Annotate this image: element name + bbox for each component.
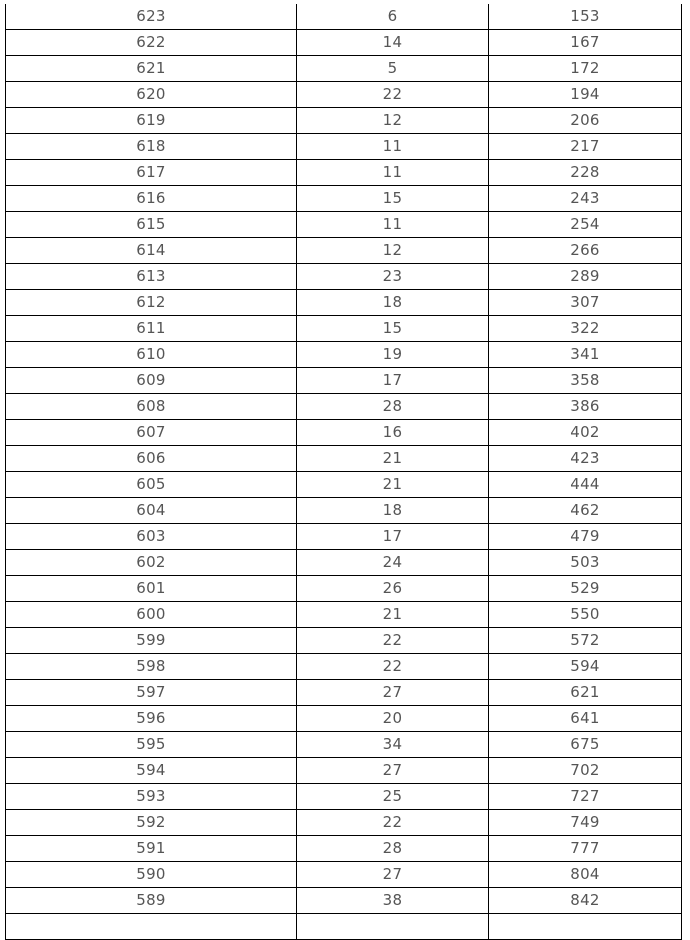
table-cell <box>6 914 297 940</box>
table-cell: 599 <box>6 628 297 654</box>
table-cell: 589 <box>6 888 297 914</box>
table-body <box>6 4 682 940</box>
table-row <box>6 810 682 836</box>
table-cell: 604 <box>6 498 297 524</box>
table-cell: 34 <box>297 732 489 758</box>
table-row <box>6 628 682 654</box>
table-cell: 595 <box>6 732 297 758</box>
table-cell: 23 <box>297 264 489 290</box>
table-cell: 749 <box>489 810 682 836</box>
table-cell: 804 <box>489 862 682 888</box>
table-cell: 22 <box>297 810 489 836</box>
table-cell: 610 <box>6 342 297 368</box>
table-cell: 462 <box>489 498 682 524</box>
table-cell: 842 <box>489 888 682 914</box>
table-cell: 423 <box>489 446 682 472</box>
table-cell: 22 <box>297 654 489 680</box>
table-cell: 153 <box>489 4 682 30</box>
table-cell: 22 <box>297 82 489 108</box>
table-row <box>6 784 682 810</box>
table-cell: 18 <box>297 290 489 316</box>
table-cell <box>489 914 682 940</box>
table-row <box>6 186 682 212</box>
table-row <box>6 342 682 368</box>
table-cell: 591 <box>6 836 297 862</box>
score-table <box>5 4 682 940</box>
table-cell: 6 <box>297 4 489 30</box>
table-cell: 386 <box>489 394 682 420</box>
table-cell: 11 <box>297 160 489 186</box>
table-cell: 20 <box>297 706 489 732</box>
table-cell: 17 <box>297 524 489 550</box>
table-row <box>6 134 682 160</box>
table-row <box>6 446 682 472</box>
table-row <box>6 394 682 420</box>
table-row <box>6 732 682 758</box>
table-cell: 641 <box>489 706 682 732</box>
table-cell: 11 <box>297 212 489 238</box>
table-row <box>6 420 682 446</box>
table-cell: 613 <box>6 264 297 290</box>
table-row <box>6 550 682 576</box>
table-cell: 727 <box>489 784 682 810</box>
table-cell: 11 <box>297 134 489 160</box>
table-cell: 620 <box>6 82 297 108</box>
table-cell: 341 <box>489 342 682 368</box>
table-cell: 402 <box>489 420 682 446</box>
table-cell: 550 <box>489 602 682 628</box>
table-row <box>6 862 682 888</box>
table-cell: 777 <box>489 836 682 862</box>
table-cell: 529 <box>489 576 682 602</box>
table-cell: 17 <box>297 368 489 394</box>
table-cell: 612 <box>6 290 297 316</box>
table-cell: 572 <box>489 628 682 654</box>
table-row <box>6 498 682 524</box>
table-row <box>6 56 682 82</box>
table-cell: 15 <box>297 186 489 212</box>
table-cell: 26 <box>297 576 489 602</box>
table-cell: 594 <box>6 758 297 784</box>
table-cell: 28 <box>297 836 489 862</box>
table-cell: 614 <box>6 238 297 264</box>
table-row <box>6 888 682 914</box>
table-row <box>6 108 682 134</box>
table-cell: 611 <box>6 316 297 342</box>
table-row <box>6 368 682 394</box>
table-cell: 25 <box>297 784 489 810</box>
table-cell: 27 <box>297 758 489 784</box>
table-cell: 27 <box>297 680 489 706</box>
table-row <box>6 290 682 316</box>
table-cell: 14 <box>297 30 489 56</box>
table-row <box>6 576 682 602</box>
table-cell: 12 <box>297 108 489 134</box>
table-cell: 22 <box>297 628 489 654</box>
table-cell: 616 <box>6 186 297 212</box>
table-row <box>6 472 682 498</box>
table-row <box>6 212 682 238</box>
table-cell: 605 <box>6 472 297 498</box>
table-cell: 617 <box>6 160 297 186</box>
table-row <box>6 4 682 30</box>
table-cell: 594 <box>489 654 682 680</box>
table-cell: 597 <box>6 680 297 706</box>
table-cell: 598 <box>6 654 297 680</box>
table-cell: 28 <box>297 394 489 420</box>
table-cell: 619 <box>6 108 297 134</box>
table-cell: 21 <box>297 602 489 628</box>
table-row <box>6 758 682 784</box>
table-row <box>6 654 682 680</box>
table-cell: 606 <box>6 446 297 472</box>
table-cell: 596 <box>6 706 297 732</box>
table-cell: 167 <box>489 30 682 56</box>
table-cell: 24 <box>297 550 489 576</box>
table-row <box>6 602 682 628</box>
table-row <box>6 30 682 56</box>
table-cell: 266 <box>489 238 682 264</box>
table-row <box>6 706 682 732</box>
table-cell: 621 <box>489 680 682 706</box>
table-row <box>6 914 682 940</box>
table-cell: 18 <box>297 498 489 524</box>
table-cell: 12 <box>297 238 489 264</box>
table-cell: 592 <box>6 810 297 836</box>
table-cell: 590 <box>6 862 297 888</box>
table-cell: 593 <box>6 784 297 810</box>
table-cell: 621 <box>6 56 297 82</box>
table-row <box>6 680 682 706</box>
table-cell <box>297 914 489 940</box>
table-cell: 322 <box>489 316 682 342</box>
table-cell: 601 <box>6 576 297 602</box>
table-cell: 479 <box>489 524 682 550</box>
table-cell: 608 <box>6 394 297 420</box>
table-cell: 206 <box>489 108 682 134</box>
table-cell: 38 <box>297 888 489 914</box>
table-cell: 307 <box>489 290 682 316</box>
table-cell: 609 <box>6 368 297 394</box>
table-cell: 19 <box>297 342 489 368</box>
table-cell: 217 <box>489 134 682 160</box>
table-cell: 21 <box>297 446 489 472</box>
table-cell: 194 <box>489 82 682 108</box>
table-cell: 623 <box>6 4 297 30</box>
score-table-container <box>5 4 681 940</box>
table-cell: 600 <box>6 602 297 628</box>
table-cell: 254 <box>489 212 682 238</box>
table-cell: 5 <box>297 56 489 82</box>
table-row <box>6 316 682 342</box>
table-row <box>6 836 682 862</box>
table-cell: 289 <box>489 264 682 290</box>
table-cell: 172 <box>489 56 682 82</box>
table-cell: 603 <box>6 524 297 550</box>
table-row <box>6 160 682 186</box>
table-cell: 243 <box>489 186 682 212</box>
table-row <box>6 238 682 264</box>
table-cell: 615 <box>6 212 297 238</box>
table-cell: 702 <box>489 758 682 784</box>
table-cell: 675 <box>489 732 682 758</box>
table-cell: 444 <box>489 472 682 498</box>
table-cell: 618 <box>6 134 297 160</box>
table-cell: 228 <box>489 160 682 186</box>
table-cell: 503 <box>489 550 682 576</box>
table-cell: 607 <box>6 420 297 446</box>
table-row <box>6 524 682 550</box>
table-row <box>6 264 682 290</box>
table-cell: 16 <box>297 420 489 446</box>
table-cell: 602 <box>6 550 297 576</box>
table-cell: 622 <box>6 30 297 56</box>
table-cell: 21 <box>297 472 489 498</box>
table-cell: 15 <box>297 316 489 342</box>
table-row <box>6 82 682 108</box>
table-cell: 358 <box>489 368 682 394</box>
table-cell: 27 <box>297 862 489 888</box>
